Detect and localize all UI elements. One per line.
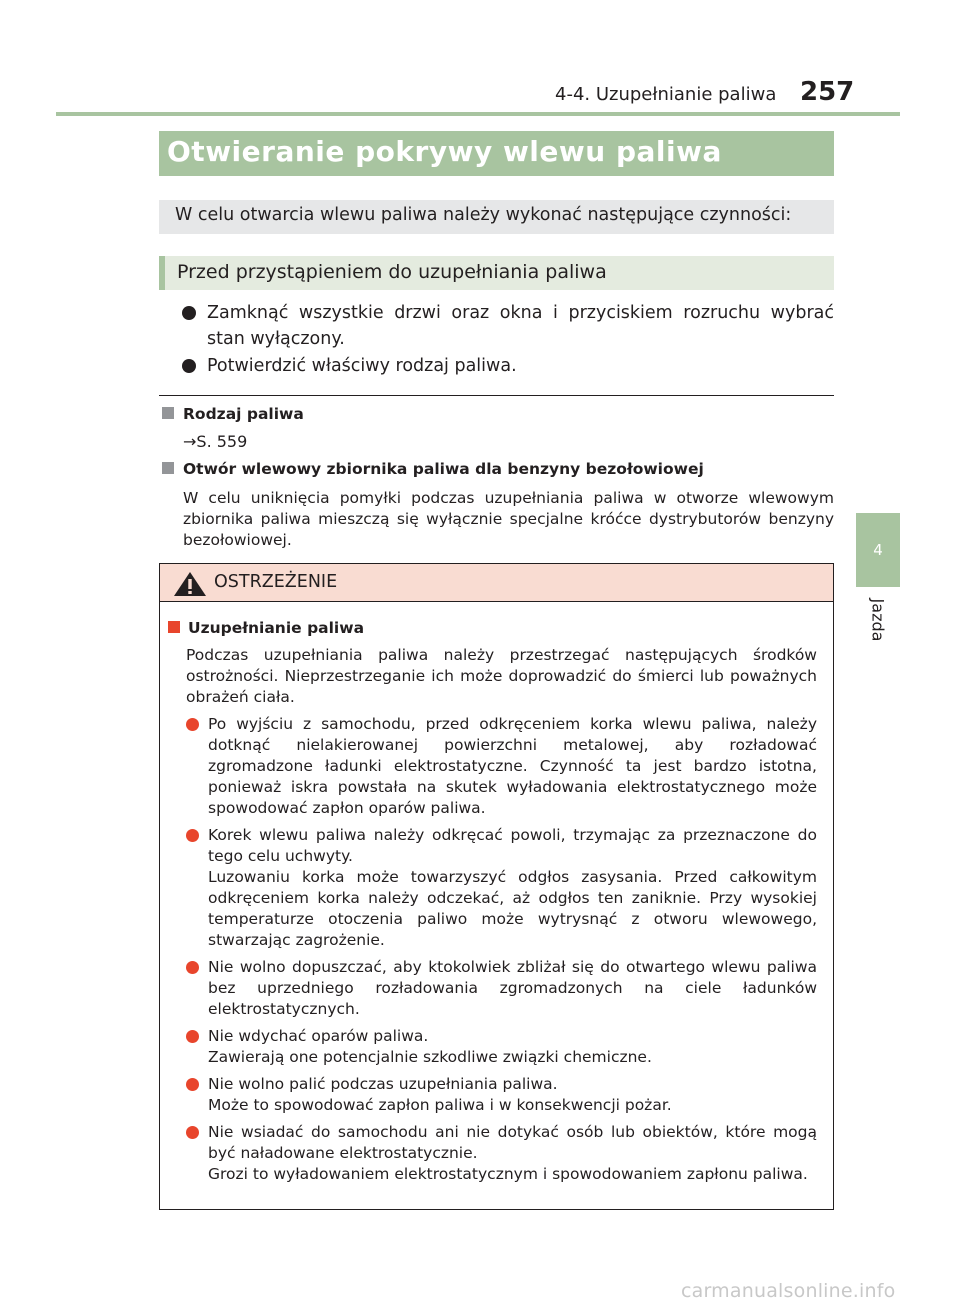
page-reference-link[interactable]: →S. 559: [183, 432, 248, 451]
warning-list: [186, 714, 817, 1191]
section-title-bar: [159, 131, 834, 176]
bullet-icon: [186, 961, 199, 974]
list-item-text: Potwierdzić właściwy rodzaj paliwa.: [207, 356, 517, 376]
page-number: 257: [800, 77, 855, 107]
warning-intro: Podczas uzupełniania paliwa należy przestrzegać następujących środków ostrożności. Nieprzestrzeganie ich może doprowadzić do śmierci lub poważnych obrażeń ciała.: [186, 646, 817, 706]
chapter-number: 4: [873, 541, 883, 559]
intro-bar: [159, 200, 834, 234]
square-bullet-icon: [168, 621, 180, 633]
running-head: 4-4. Uzupełnianie paliwa: [555, 84, 777, 105]
bullet-icon: [186, 1078, 199, 1091]
subsection-title: Przed przystąpieniem do uzupełniania paliwa: [177, 261, 607, 283]
chapter-label: [858, 590, 898, 650]
list-item: [182, 300, 834, 352]
list-item: Nie wdychać oparów paliwa. Zawierają one potencjalnie szkodliwe związki chemiczne.: [186, 1026, 817, 1068]
list-item: Nie wolno dopuszczać, aby ktokolwiek zbliżał się do otwartego wlewu paliwa bez uprzedniego rozładowania zgromadzonych na ciele ładunków elektrostatycznych.: [186, 957, 817, 1020]
list-item: [182, 353, 834, 379]
bullet-icon: [182, 306, 196, 320]
bullet-icon: [182, 359, 196, 373]
note-text: W celu uniknięcia pomyłki podczas uzupełniania paliwa w otworze wlewowym zbiornika paliwa mieszczą się wyłącznie specjalne króćce dystrybutorów benzyny bezołowiowej.: [183, 489, 834, 549]
note-heading-fuel-type: Rodzaj paliwa: [162, 405, 304, 423]
section-title: Otwieranie pokrywy wlewu paliwa: [167, 135, 722, 168]
note-heading-filler-opening: Otwór wlewowy zbiornika paliwa dla benzyny bezołowiowej: [162, 460, 704, 478]
square-bullet-icon: [162, 462, 174, 474]
bullet-icon: [186, 1030, 199, 1043]
bullet-icon: [186, 718, 199, 731]
divider: [159, 395, 834, 396]
warning-title: OSTRZEŻENIE: [214, 572, 338, 592]
list-item-text: Zamknąć wszystkie drzwi oraz okna i przyciskiem rozruchu wybrać stan wyłączony.: [207, 303, 834, 349]
list-item: Nie wolno palić podczas uzupełniania paliwa. Może to spowodować zapłon paliwa i w konsekwencji pożar.: [186, 1074, 817, 1116]
subsection-accent: [159, 256, 165, 290]
list-item: Po wyjściu z samochodu, przed odkręceniem korka wlewu paliwa, należy dotknąć nielakierowanej powierzchni metalowej, aby rozładować zgromadzone ładunki elektrostatyczne. Czynność ta jest bardzo istotna, ponieważ iskra powstała na skutek wyładowania elektrostatycznego może spowodować zapłon oparów paliwa.: [186, 714, 817, 819]
preparation-list: [182, 300, 834, 380]
warning-header: [160, 564, 833, 602]
bullet-icon: [186, 829, 199, 842]
chapter-tab[interactable]: [856, 513, 900, 587]
warning-heading: Uzupełnianie paliwa: [168, 619, 364, 637]
list-item: Korek wlewu paliwa należy odkręcać powoli, trzymając za przeznaczone do tego celu uchwyty. Luzowaniu korka może towarzyszyć odgłos zasysania. Przed całkowitym odkręceniem korka należy odczekać, aż odgłos ten zaniknie. Przy wysokiej temperaturze otoczenia paliwo może wytrysnąć z otworu wlewowego, stwarzając zagrożenie.: [186, 825, 817, 951]
warning-box: [159, 563, 834, 1210]
subsection-bar: [159, 256, 834, 290]
chapter-label-text: Jazda: [868, 598, 888, 642]
list-item: Nie wsiadać do samochodu ani nie dotykać osób lub obiektów, które mogą być naładowane elektrostatycznie. Grozi to wyładowaniem elektrostatycznym i spowodowaniem zapłonu paliwa.: [186, 1122, 817, 1185]
warning-triangle-icon: [173, 571, 207, 597]
header-rule: [56, 112, 900, 116]
bullet-icon: [186, 1126, 199, 1139]
square-bullet-icon: [162, 407, 174, 419]
intro-text: W celu otwarcia wlewu paliwa należy wykonać następujące czynności:: [175, 205, 792, 225]
watermark: carmanualsonline.info: [681, 1280, 896, 1302]
